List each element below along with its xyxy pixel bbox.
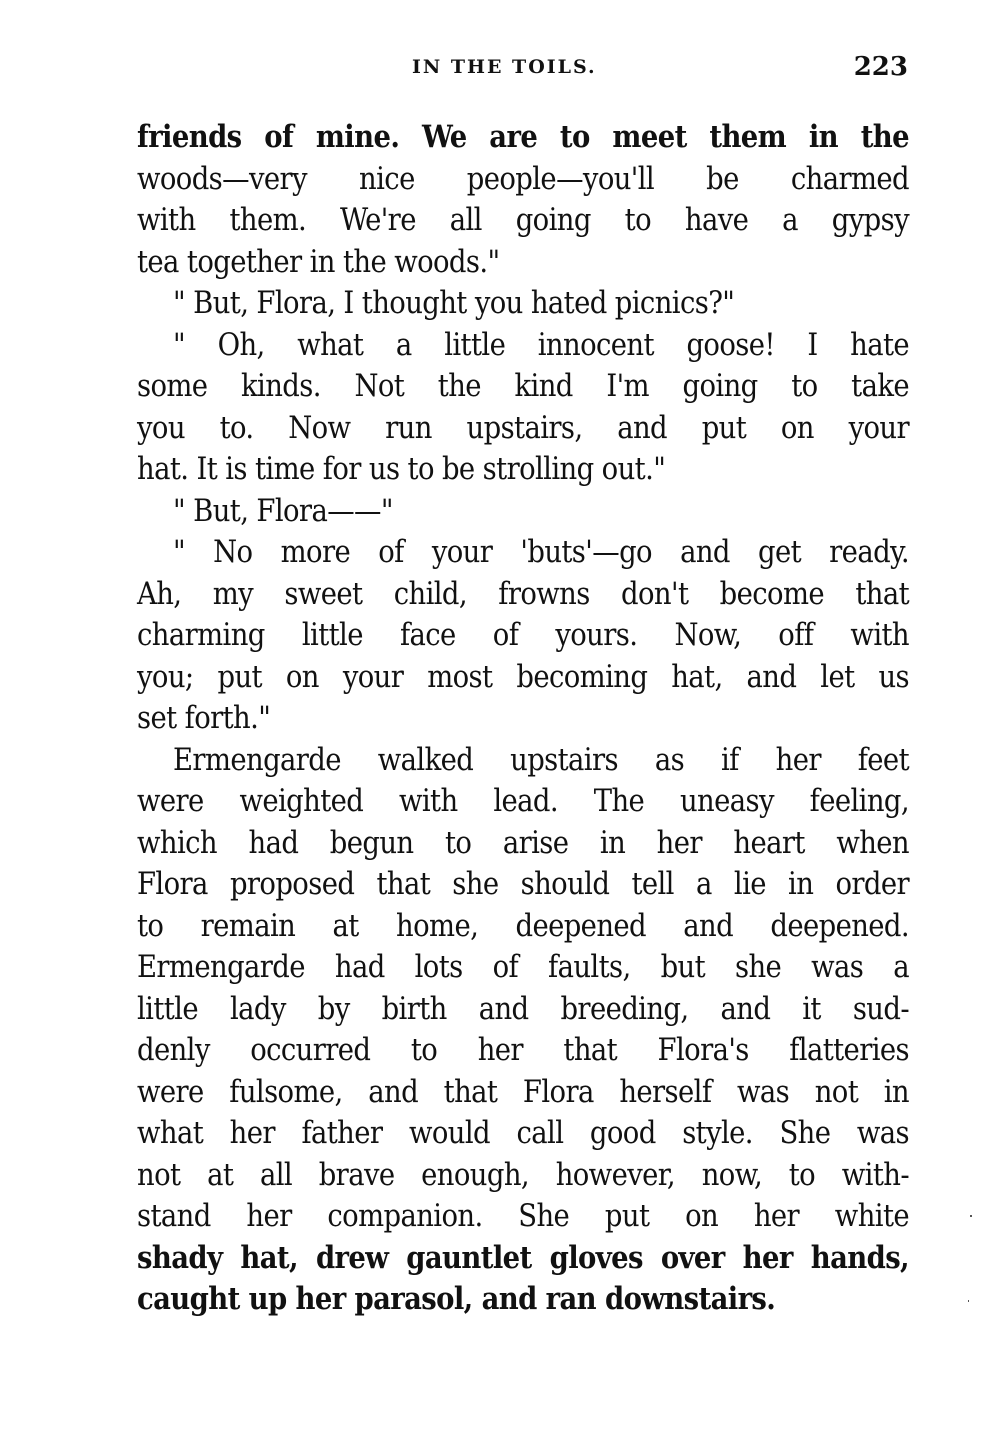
running-title: IN THE TOILS. — [412, 56, 597, 78]
text-line: charming little face of yours. Now, off with — [137, 618, 909, 653]
text-line: not at all brave enough, however, now, to with- — [137, 1157, 909, 1193]
text-line: " Oh, what a little innocent goose! I hate — [173, 327, 909, 363]
text-line: you; put on your most becoming hat, and let us — [137, 659, 909, 695]
text-line: Flora proposed that she should tell a lie in order — [137, 867, 909, 902]
print-speck — [970, 1215, 972, 1217]
text-line: " But, Flora, I thought you hated picnics?" — [173, 286, 735, 321]
text-line: to remain at home, deepened and deepened. — [137, 908, 909, 944]
text-line: set forth." — [137, 701, 271, 736]
page-number: 223 — [853, 52, 908, 82]
text-line: Ah, my sweet child, frowns don't become that — [137, 576, 909, 612]
text-line: stand her companion. She put on her white — [137, 1199, 909, 1234]
text-line: some kinds. Not the kind I'm going to take — [137, 369, 909, 404]
body-text — [137, 117, 909, 1321]
text-line: friends of mine. We are to meet them in the — [137, 119, 909, 155]
text-line: Ermengarde had lots of faults, but she was a — [137, 950, 909, 985]
text-line: " No more of your 'buts'—go and get ready. — [173, 535, 909, 570]
text-line: woods—very nice people—you'll be charmed — [137, 161, 909, 197]
text-line: denly occurred to her that Flora's flatteries — [137, 1033, 909, 1068]
text-line: were fulsome, and that Flora herself was not in — [137, 1074, 909, 1110]
print-speck — [968, 1300, 969, 1302]
text-line: what her father would call good style. She was — [137, 1116, 909, 1151]
text-line: caught up her parasol, and ran downstairs. — [137, 1281, 776, 1317]
text-line: " But, Flora——" — [173, 493, 393, 529]
text-line: little lady by birth and breeding, and it sud- — [137, 991, 909, 1027]
running-head — [0, 52, 1000, 92]
text-line: tea together in the woods." — [137, 244, 500, 280]
text-line: Ermengarde walked upstairs as if her feet — [173, 742, 909, 778]
text-line: shady hat, drew gauntlet gloves over her hands, — [137, 1239, 909, 1276]
text-line: which had begun to arise in her heart when — [137, 825, 909, 861]
text-line: hat. It is time for us to be strolling out." — [137, 452, 666, 487]
text-line: you to. Now run upstairs, and put on your — [137, 410, 909, 446]
text-line: were weighted with lead. The uneasy feeling, — [137, 784, 909, 819]
text-line: with them. We're all going to have a gypsy — [137, 203, 909, 238]
